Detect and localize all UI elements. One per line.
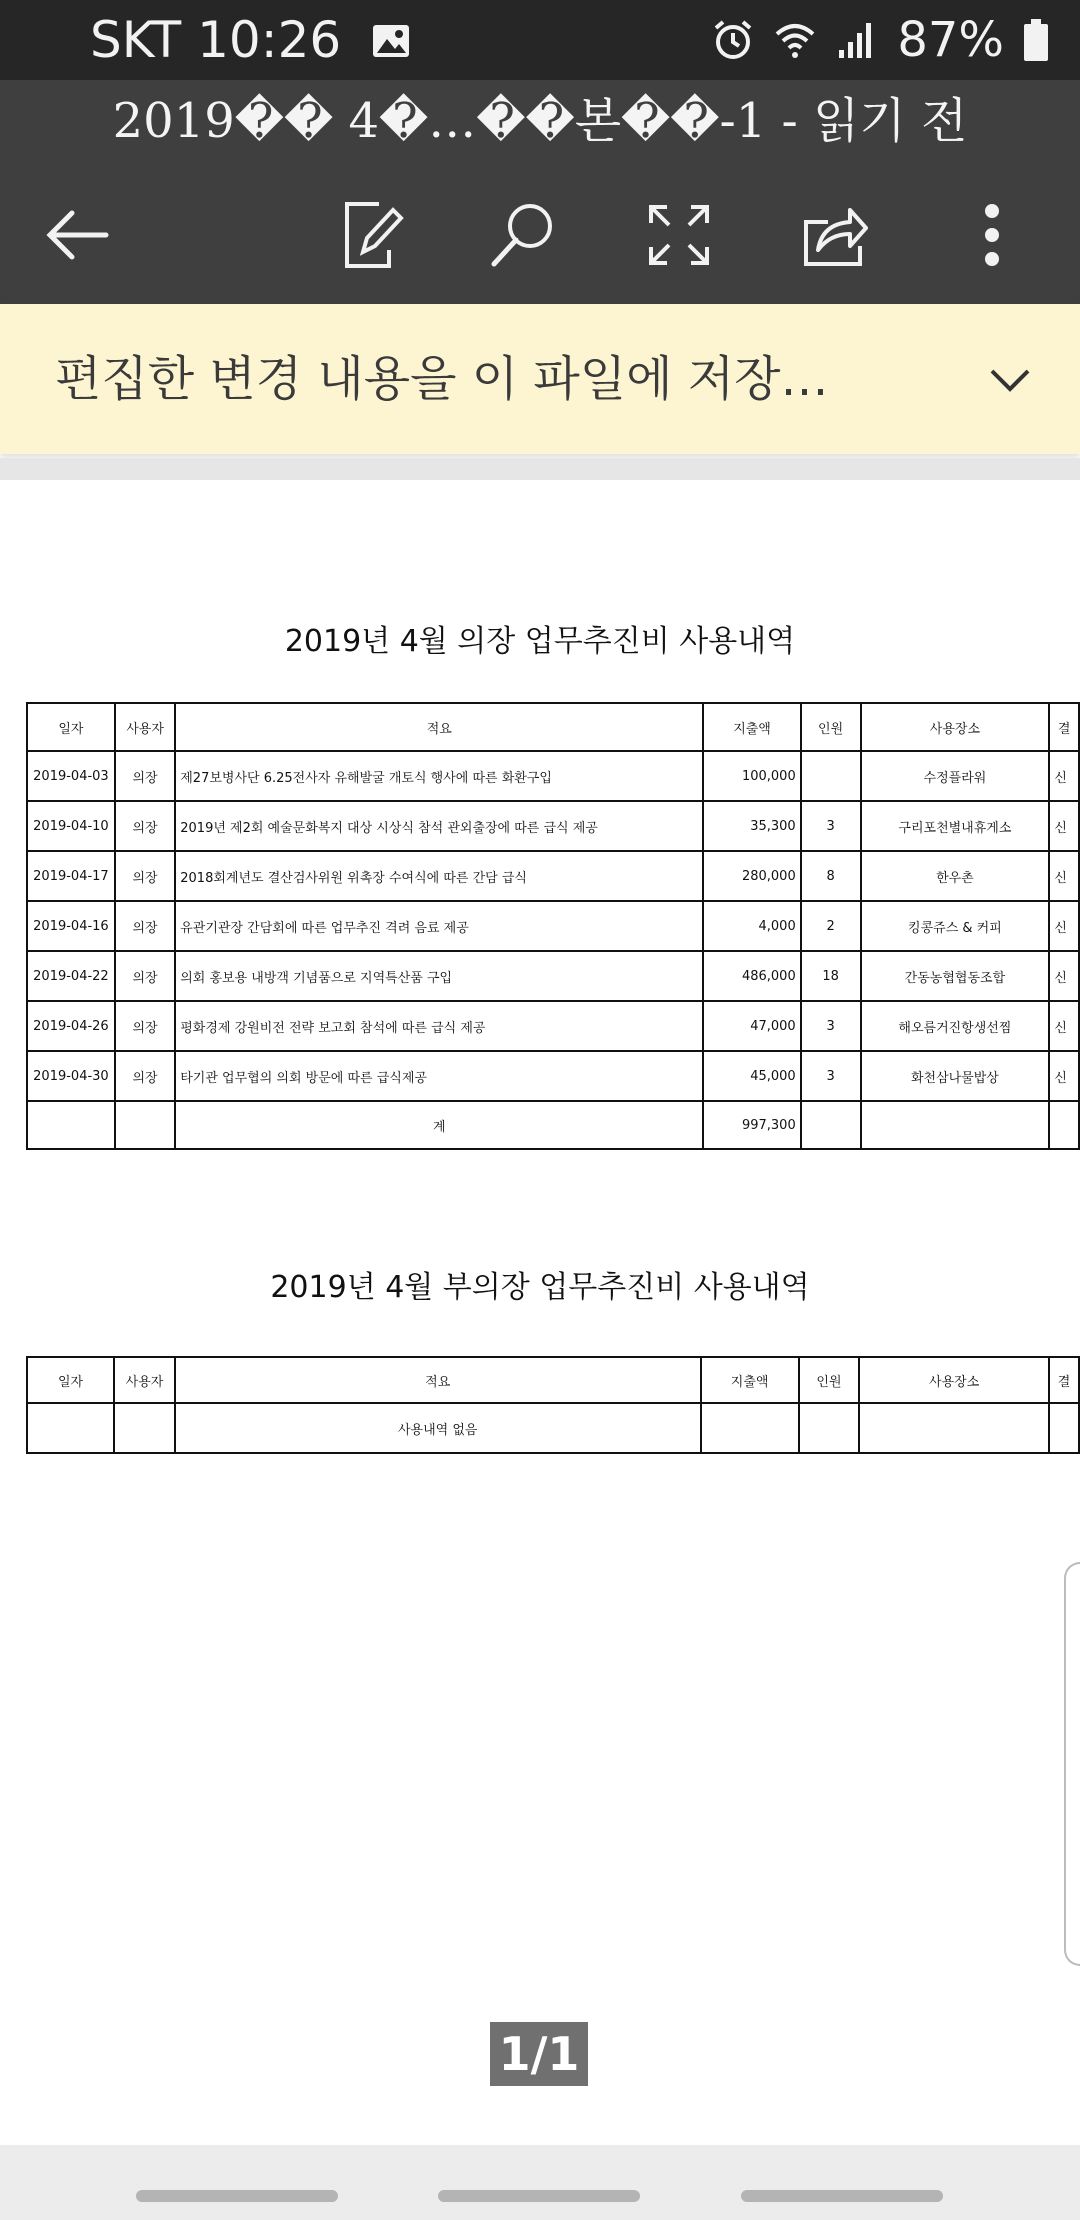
total-amount: 997,300 (703, 1101, 800, 1149)
table-row (27, 751, 1079, 801)
method-cell: 신 (1049, 851, 1079, 901)
empty-cell (701, 1403, 799, 1453)
header-cell: 사용자 (114, 1357, 175, 1403)
page-gap (0, 458, 1080, 480)
header-cell: 지출액 (701, 1357, 799, 1403)
date-cell: 2019-04-26 (27, 1001, 115, 1051)
document-page[interactable] (0, 480, 1080, 2145)
user-cell: 의장 (115, 751, 175, 801)
empty-cell (114, 1403, 175, 1453)
search-button[interactable] (478, 190, 568, 280)
description-cell: 평화경제 강원비전 전략 보고회 참석에 따른 급식 제공 (175, 1001, 703, 1051)
date-cell: 2019-04-16 (27, 901, 115, 951)
user-cell: 의장 (115, 901, 175, 951)
amount-cell: 35,300 (703, 801, 800, 851)
header-cell: 지출액 (703, 703, 800, 751)
table-header-row (27, 703, 1079, 751)
method-cell: 신 (1049, 1001, 1079, 1051)
more-icon (982, 203, 1002, 267)
status-bar (0, 0, 1080, 80)
people-cell: 3 (801, 1051, 861, 1101)
header-cell: 일자 (27, 703, 115, 751)
status-carrier-time (90, 10, 411, 70)
table-header-row (27, 1357, 1079, 1403)
table-row (27, 801, 1079, 851)
header-cell: 일자 (27, 1357, 114, 1403)
empty-cell (799, 1403, 860, 1453)
navigation-bar (0, 2145, 1080, 2220)
method-cell: 신 (1049, 1051, 1079, 1101)
description-cell: 타기관 업무협의 의회 방문에 따른 급식제공 (175, 1051, 703, 1101)
amount-cell: 486,000 (703, 951, 800, 1001)
empty-cell (27, 1403, 114, 1453)
description-cell: 제27보병사단 6.25전사자 유해발굴 개토식 행사에 따른 화환구입 (175, 751, 703, 801)
table-row (27, 901, 1079, 951)
total-row (27, 1101, 1079, 1149)
place-cell: 간동농협협동조합 (861, 951, 1050, 1001)
no-usage-text: 사용내역 없음 (175, 1403, 701, 1453)
more-options-button[interactable] (947, 190, 1037, 280)
gallery-icon (371, 23, 411, 59)
date-cell: 2019-04-30 (27, 1051, 115, 1101)
header-cell: 인원 (799, 1357, 860, 1403)
place-cell: 구리포천별내휴게소 (861, 801, 1050, 851)
user-cell: 의장 (115, 951, 175, 1001)
user-cell: 의장 (115, 1051, 175, 1101)
search-icon (488, 200, 558, 270)
empty-cell (861, 1101, 1050, 1149)
carrier-label: SKT (90, 11, 182, 69)
fullscreen-icon (647, 203, 711, 267)
header-cell: 적요 (175, 703, 703, 751)
header-cell: 결 (1049, 703, 1079, 751)
description-cell: 2019년 제2회 예술문화복지 대상 시상식 참석 관외출장에 따른 급식 제공 (175, 801, 703, 851)
battery-percent: 87% (897, 12, 1004, 68)
app-toolbar (0, 80, 1080, 304)
page-indicator: 1/1 (490, 2022, 588, 2086)
chevron-down-icon (988, 365, 1032, 393)
empty-cell (859, 1403, 1049, 1453)
back-nav-button[interactable] (741, 2190, 943, 2202)
empty-cell (115, 1101, 175, 1149)
wifi-icon (773, 18, 817, 62)
people-cell: 3 (801, 801, 861, 851)
table-row (27, 951, 1079, 1001)
people-cell: 2 (801, 901, 861, 951)
people-cell: 8 (801, 851, 861, 901)
people-cell: 3 (801, 1001, 861, 1051)
amount-cell: 280,000 (703, 851, 800, 901)
total-label: 계 (175, 1101, 703, 1149)
home-button[interactable] (438, 2190, 640, 2202)
share-icon (800, 202, 870, 268)
signal-icon (835, 18, 879, 62)
empty-cell (1049, 1101, 1079, 1149)
date-cell: 2019-04-22 (27, 951, 115, 1001)
header-cell: 사용자 (115, 703, 175, 751)
header-cell: 사용장소 (859, 1357, 1049, 1403)
method-cell: 신 (1049, 901, 1079, 951)
section-title: 2019년 4월 의장 업무추진비 사용내역 (284, 624, 796, 659)
empty-cell (27, 1101, 115, 1149)
amount-cell: 4,000 (703, 901, 800, 951)
date-cell: 2019-04-03 (27, 751, 115, 801)
clock: 10:26 (197, 11, 342, 69)
edit-icon (339, 200, 405, 270)
share-button[interactable] (790, 190, 880, 280)
place-cell: 킹콩쥬스 & 커피 (861, 901, 1050, 951)
fullscreen-button[interactable] (634, 190, 724, 280)
method-cell: 신 (1049, 801, 1079, 851)
banner-text: 편집한 변경 내용을 이 파일에 저장… (55, 351, 829, 407)
user-cell: 의장 (115, 801, 175, 851)
method-cell: 신 (1049, 951, 1079, 1001)
method-cell: 신 (1049, 751, 1079, 801)
empty-cell (801, 1101, 861, 1149)
edge-panel-handle[interactable] (1064, 1562, 1080, 1966)
table-row (27, 1051, 1079, 1101)
date-cell: 2019-04-17 (27, 851, 115, 901)
vice-chairman-expense-table (26, 1356, 1080, 1454)
header-cell: 사용장소 (861, 703, 1050, 751)
user-cell: 의장 (115, 851, 175, 901)
place-cell: 한우촌 (861, 851, 1050, 901)
place-cell: 수정플라워 (861, 751, 1050, 801)
header-cell: 적요 (175, 1357, 701, 1403)
amount-cell: 45,000 (703, 1051, 800, 1101)
banner-expand-button[interactable] (980, 349, 1040, 409)
status-icons (711, 10, 1050, 70)
people-cell (801, 751, 861, 801)
description-cell: 의회 홍보용 내방객 기념품으로 지역특산품 구입 (175, 951, 703, 1001)
table-row (27, 851, 1079, 901)
amount-cell: 47,000 (703, 1001, 800, 1051)
header-cell: 인원 (801, 703, 861, 751)
edit-button[interactable] (327, 190, 417, 280)
back-arrow-icon (42, 205, 112, 265)
back-button[interactable] (32, 190, 122, 280)
battery-icon (1022, 18, 1050, 62)
description-cell: 2018회계년도 결산검사위원 위촉장 수여식에 따른 간담 급식 (175, 851, 703, 901)
header-cell: 결 (1049, 1357, 1079, 1403)
section-title: 2019년 4월 부의장 업무추진비 사용내역 (270, 1270, 810, 1305)
chairman-expense-table (26, 702, 1080, 1150)
place-cell: 해오름거진항생선찜 (861, 1001, 1050, 1051)
amount-cell: 100,000 (703, 751, 800, 801)
date-cell: 2019-04-10 (27, 801, 115, 851)
save-changes-banner[interactable] (0, 304, 1080, 454)
user-cell: 의장 (115, 1001, 175, 1051)
table-row (27, 1001, 1079, 1051)
place-cell: 화천삼나물밥상 (861, 1051, 1050, 1101)
table-row (27, 1403, 1079, 1453)
people-cell: 18 (801, 951, 861, 1001)
alarm-icon (711, 18, 755, 62)
recent-apps-button[interactable] (136, 2190, 338, 2202)
description-cell: 유관기관장 간담회에 따른 업무추진 격려 음료 제공 (175, 901, 703, 951)
document-title: 2019�� 4�…��본��-1 - 읽기 전 (112, 93, 968, 149)
empty-cell (1049, 1403, 1079, 1453)
